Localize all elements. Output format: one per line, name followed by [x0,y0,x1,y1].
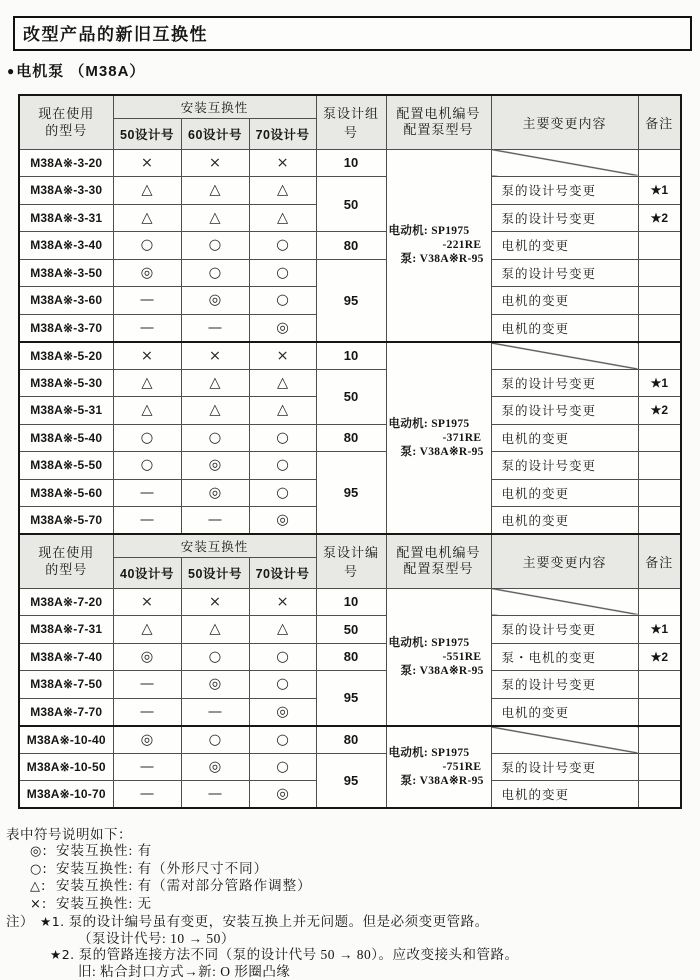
legend-text: 安装互换性: 有（外形尺寸不同） [56,861,268,876]
model-cell: M38A※-7-20 [19,588,113,616]
header-main-changes: 主要变更内容 [491,534,638,588]
compat-symbol-cell: ◎ [249,698,316,726]
compat-symbol-cell: △ [181,204,249,232]
legend-text: 安装互换性: 无 [56,896,152,911]
model-cell: M38A※-10-70 [19,781,113,809]
remark-cell [638,149,681,177]
model-cell: M38A※-5-70 [19,507,113,535]
compat-symbol-cell: △ [113,204,181,232]
compat-symbol-cell: △ [113,397,181,425]
model-cell: M38A※-10-50 [19,753,113,781]
compat-symbol-cell: △ [249,616,316,644]
compat-symbol-cell: — [181,314,249,342]
change-cell: 泵的设计号变更 [491,177,638,205]
compat-symbol-cell: ○ [249,232,316,260]
compat-symbol-cell: × [113,588,181,616]
motor-config-line: 泵: V38A※R-95 [387,445,491,459]
compat-symbol-cell: △ [181,616,249,644]
model-cell: M38A※-3-50 [19,259,113,287]
note-text: 泵的管路连接方法不同（泵的设计代号 50 → 80）。应改变接头和管路。 [79,947,519,962]
motor-config-cell [386,149,491,342]
header-pump-design: 泵设计编号 [316,534,386,588]
header-design-number: 60设计号 [181,118,249,149]
model-cell: M38A※-5-20 [19,342,113,370]
compat-symbol-cell: ◎ [249,507,316,535]
legend-symbol-icon: △: [30,879,56,896]
header-remarks: 备注 [638,534,681,588]
header-motor-config-line: 配置电机编号 [387,106,491,122]
motor-config-line: 泵: V38A※R-95 [387,252,491,266]
change-cell: 电机的变更 [491,314,638,342]
table-row [19,452,681,480]
compat-symbol-cell: — [181,781,249,809]
table-row [19,424,681,452]
compat-symbol-cell: × [249,149,316,177]
compat-symbol-cell: ○ [249,643,316,671]
compat-symbol-cell: ○ [181,643,249,671]
compat-symbol-cell: △ [113,177,181,205]
model-cell: M38A※-3-60 [19,287,113,315]
compat-symbol-cell: × [249,588,316,616]
pump-design-number-cell: 95 [316,671,386,726]
compat-symbol-cell: ◎ [249,314,316,342]
header-pump-design: 泵设计组号 [316,95,386,149]
compat-symbol-cell: × [181,342,249,370]
legend-item [6,878,700,896]
pump-design-number-cell: 80 [316,643,386,671]
compat-symbol-cell: — [113,507,181,535]
header-install-compat: 安装互换性 [113,95,316,118]
model-cell: M38A※-10-40 [19,726,113,754]
model-cell: M38A※-3-30 [19,177,113,205]
model-cell: M38A※-3-40 [19,232,113,260]
change-cell: 泵的设计号变更 [491,259,638,287]
header-design-number: 40设计号 [113,557,181,588]
pump-design-number-cell: 10 [316,588,386,616]
compat-symbol-cell: ○ [249,726,316,754]
compat-symbol-cell: — [113,479,181,507]
header-motor-config [386,95,491,149]
header-design-number: 70设计号 [249,118,316,149]
change-cell: 泵的设计号变更 [491,753,638,781]
compat-symbol-cell: — [113,314,181,342]
remark-cell [638,698,681,726]
compat-symbol-cell: △ [113,369,181,397]
header-current-model [19,95,113,149]
compat-symbol-cell: ○ [181,232,249,260]
bullet-icon: ● [7,64,15,78]
change-cell: 电机的变更 [491,232,638,260]
legend-symbol-icon: ×: [30,897,56,914]
compat-symbol-cell: △ [181,177,249,205]
note-prefix: 注） [6,914,34,929]
model-cell: M38A※-7-50 [19,671,113,699]
table-row [19,177,681,205]
note-line [6,947,700,964]
change-cell: 泵的设计号变更 [491,369,638,397]
change-cell: 泵的设计号变更 [491,671,638,699]
compat-symbol-cell: — [113,671,181,699]
compat-symbol-cell: ◎ [113,259,181,287]
compat-symbol-cell: ◎ [181,452,249,480]
motor-config-line: -371RE [387,431,491,445]
note-subtext: 旧: 粘合封口方式→新: O 形圈凸缘 [6,964,700,980]
star2-icon: ★2. [50,947,75,962]
compat-symbol-cell: — [113,781,181,809]
compatibility-table [18,94,682,809]
compat-symbol-cell: ○ [181,424,249,452]
pump-design-number-cell: 80 [316,424,386,452]
remark-cell [638,314,681,342]
compat-symbol-cell: ◎ [181,287,249,315]
remark-cell [638,781,681,809]
compat-symbol-cell: △ [113,616,181,644]
compat-symbol-cell: ◎ [113,643,181,671]
remark-cell [638,507,681,535]
pump-design-number-cell: 95 [316,452,386,535]
compat-symbol-cell: — [113,698,181,726]
compat-symbol-cell: × [181,588,249,616]
legend-item [6,861,700,879]
change-cell: 泵的设计号变更 [491,452,638,480]
model-cell: M38A※-5-60 [19,479,113,507]
pump-design-number-cell: 95 [316,259,386,342]
star1-icon: ★1. [40,914,65,929]
compat-symbol-cell: — [113,753,181,781]
remark-cell: ★1 [638,177,681,205]
compat-symbol-cell: ○ [249,287,316,315]
header-current-model-line: 现在使用 [20,544,113,561]
header-design-number: 70设计号 [249,557,316,588]
compat-symbol-cell: ○ [249,452,316,480]
change-cell: 电机的变更 [491,424,638,452]
remark-cell [638,259,681,287]
legend-symbol-icon: ◎: [30,844,56,861]
motor-config-line: 泵: V38A※R-95 [387,664,491,678]
pump-design-number-cell: 50 [316,616,386,644]
header-current-model [19,534,113,588]
pump-design-number-cell: 50 [316,177,386,232]
header-main-changes: 主要变更内容 [491,95,638,149]
compat-symbol-cell: ◎ [181,479,249,507]
diagonal-na-cell [491,588,638,616]
table-row [19,726,681,754]
motor-config-line: 电动机: SP1975 [387,417,491,431]
diagonal-na-cell [491,342,638,370]
motor-config-line: 电动机: SP1975 [387,224,491,238]
model-cell: M38A※-3-20 [19,149,113,177]
table-row [19,753,681,781]
header-current-model-line: 的型号 [20,561,113,578]
legend-text: 安装互换性: 有 [56,843,152,858]
table-header-row [19,95,681,118]
symbol-legend [6,826,700,913]
header-remarks: 备注 [638,95,681,149]
legend-symbol-icon: ○: [30,862,56,879]
change-cell: 泵的设计号变更 [491,204,638,232]
remark-cell [638,424,681,452]
table-header-row [19,534,681,557]
table-row [19,369,681,397]
note-line [6,914,700,931]
model-cell: M38A※-5-30 [19,369,113,397]
motor-config-cell [386,588,491,726]
remark-cell [638,671,681,699]
title-box [13,16,692,51]
compat-symbol-cell: ○ [113,424,181,452]
motor-config-cell [386,726,491,809]
motor-config-line: 电动机: SP1975 [387,636,491,650]
header-design-number: 50设计号 [181,557,249,588]
change-cell: 泵・电机的变更 [491,643,638,671]
legend-item [6,896,700,914]
table-row [19,671,681,699]
header-design-number: 50设计号 [113,118,181,149]
model-cell: M38A※-7-31 [19,616,113,644]
model-cell: M38A※-7-70 [19,698,113,726]
compat-symbol-cell: △ [181,397,249,425]
change-cell: 泵的设计号变更 [491,397,638,425]
table-row [19,643,681,671]
section-subtitle: 电机泵 （M38A） [16,63,145,80]
header-current-model-line: 现在使用 [20,105,113,122]
motor-config-line: -751RE [387,760,491,774]
remark-cell [638,287,681,315]
table-row [19,616,681,644]
motor-config-line: 泵: V38A※R-95 [387,774,491,788]
change-cell: 电机的变更 [491,479,638,507]
compat-symbol-cell: ◎ [113,726,181,754]
pump-design-number-cell: 10 [316,342,386,370]
diagonal-na-cell [491,726,638,754]
compat-symbol-cell: — [113,287,181,315]
compat-symbol-cell: × [113,342,181,370]
compatibility-table-body [19,95,681,808]
compat-symbol-cell: ◎ [249,781,316,809]
model-cell: M38A※-7-40 [19,643,113,671]
table-row [19,259,681,287]
header-install-compat: 安装互换性 [113,534,316,557]
page-title: 改型产品的新旧互换性 [23,20,682,45]
pump-design-number-cell: 50 [316,369,386,424]
compat-symbol-cell: ○ [113,452,181,480]
header-motor-config-line: 配置泵型号 [387,122,491,138]
compat-symbol-cell: ○ [249,259,316,287]
note-text: 泵的设计编号虽有变更，安装互换上并无问题。但是必须变更管路。 [69,914,489,929]
header-current-model-line: 的型号 [20,122,113,139]
model-cell: M38A※-3-70 [19,314,113,342]
change-cell: 泵的设计号变更 [491,616,638,644]
compat-symbol-cell: ◎ [181,753,249,781]
remark-cell [638,452,681,480]
table-row [19,342,681,370]
remark-cell [638,342,681,370]
compat-symbol-cell: × [249,342,316,370]
model-cell: M38A※-5-50 [19,452,113,480]
remark-cell [638,588,681,616]
compat-symbol-cell: — [181,507,249,535]
header-motor-config [386,534,491,588]
table-row [19,232,681,260]
remark-cell: ★2 [638,204,681,232]
legend-text: 安装互换性: 有（需对部分管路作调整） [56,878,312,893]
remark-cell [638,753,681,781]
note-subtext: （泵设计代号: 10 → 50） [6,931,700,948]
model-cell: M38A※-3-31 [19,204,113,232]
change-cell: 电机的变更 [491,507,638,535]
motor-config-line: -551RE [387,650,491,664]
remark-cell [638,232,681,260]
remark-cell: ★1 [638,616,681,644]
compat-symbol-cell: ○ [113,232,181,260]
motor-config-line: -221RE [387,238,491,252]
pump-design-number-cell: 10 [316,149,386,177]
pump-design-number-cell: 95 [316,753,386,808]
remark-cell: ★2 [638,643,681,671]
legend-item [6,843,700,861]
compat-symbol-cell: ○ [249,671,316,699]
change-cell: 电机的变更 [491,287,638,315]
compat-symbol-cell: ○ [249,424,316,452]
compat-symbol-cell: ○ [249,753,316,781]
change-cell: 电机的变更 [491,781,638,809]
compat-symbol-cell: ◎ [181,671,249,699]
pump-design-number-cell: 80 [316,726,386,754]
compat-symbol-cell: △ [181,369,249,397]
header-motor-config-line: 配置泵型号 [387,561,491,577]
diagonal-na-cell [491,149,638,177]
compat-symbol-cell: △ [249,369,316,397]
header-motor-config-line: 配置电机编号 [387,545,491,561]
footnotes [6,914,700,980]
model-cell: M38A※-5-40 [19,424,113,452]
remark-cell [638,726,681,754]
motor-config-line: 电动机: SP1975 [387,746,491,760]
compat-symbol-cell: △ [249,204,316,232]
section-heading [7,60,700,81]
remark-cell [638,479,681,507]
model-cell: M38A※-5-31 [19,397,113,425]
remark-cell: ★2 [638,397,681,425]
pump-design-number-cell: 80 [316,232,386,260]
compat-symbol-cell: △ [249,177,316,205]
remark-cell: ★1 [638,369,681,397]
compat-symbol-cell: × [113,149,181,177]
compat-symbol-cell: ○ [249,479,316,507]
compat-symbol-cell: × [181,149,249,177]
legend-title: 表中符号说明如下： [6,826,700,843]
change-cell: 电机的变更 [491,698,638,726]
motor-config-cell [386,342,491,535]
compat-symbol-cell: △ [249,397,316,425]
compat-symbol-cell: ○ [181,726,249,754]
table-row [19,588,681,616]
compat-symbol-cell: — [181,698,249,726]
table-row [19,149,681,177]
compat-symbol-cell: ○ [181,259,249,287]
